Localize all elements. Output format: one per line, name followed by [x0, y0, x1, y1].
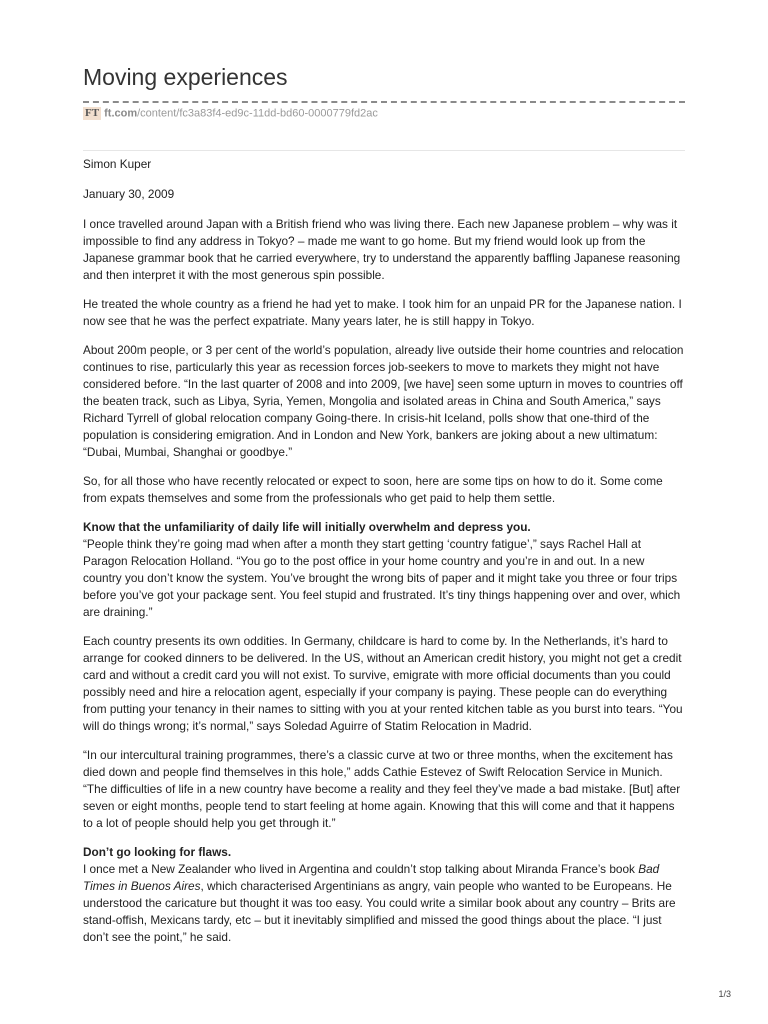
paragraph: About 200m people, or 3 per cent of the world’s population, already live outside their home countries and relocation continues to rise, particularly this year as recession forces job-seekers to move to markets they might not have considered before. “In the last quarter of 2008 and into 2009, [we have] seen some upturn in moves to countries off the beaten track, such as Libya, Syria, Yemen, Mongolia and isolated areas in China and South America,” says Richard Tyrrell of global relocation company Going-there. In crisis-hit Iceland, polls show that one-third of the population is considering emigration. And in London and New York, bankers are joking about a new ultimatum: “Dubai, Mumbai, Shanghai or goodbye.”	[83, 343, 684, 459]
paragraph: Each country presents its own oddities. In Germany, childcare is hard to come by. In the Netherlands, it’s hard to arrange for cooked dinners to be delivered. In the US, without an American credit history, you might not get a credit card and without a credit card you will not exist. To survive, emigrate with more official documents than you could possibly need and hire a relocation agent, especially if your company is paying. These people can do everything from putting your tenancy in their names to sitting with you at your rented kitchen table as you burst into tears. “You will do things wrong; it’s normal,” says Soledad Aguirre of Statim Relocation in Madrid.	[83, 634, 683, 733]
source-line	[83, 107, 378, 120]
ft-logo-icon: FT	[85, 107, 100, 119]
title-dashed-divider	[83, 101, 685, 103]
page-number: 1/3	[718, 989, 731, 999]
paragraph-text: , which characterised Argentinians as angry, vain people who wanted to be Europeans. He understood the caricature but thought it was too easy. You could write a similar book about any country – Brits are stand-offish, Mexicans tardy, etc – but it inevitably simplified and missed the good things about the place. “I just don’t see the point,” he said.	[83, 879, 676, 944]
source-path: /content/fc3a83f4-ed9c-11dd-bd60-0000779fd2ac	[137, 107, 378, 120]
section-heading: Know that the unfamiliarity of daily life will initially overwhelm and depress you.	[83, 520, 531, 534]
source-link[interactable]	[104, 107, 378, 119]
paragraph: “People think they’re going mad when after a month they start getting ‘country fatigue’,” says Rachel Hall at Paragon Relocation Holland. “You go to the post office in your home country and you’re in and out. In a new country you don’t know the system. You’ve brought the wrong bits of paper and it might take you three or four trips before you’ve got your package sent. You feel stupid and frustrated. It’s tiny things happening over and over, which are draining.”	[83, 537, 681, 619]
paragraph-text: I once met a New Zealander who lived in Argentina and couldn’t stop talking about Miranda France’s book	[83, 862, 639, 876]
article-title: Moving experiences	[83, 64, 288, 90]
section-heading: Don’t go looking for flaws.	[83, 845, 232, 859]
header-divider	[83, 150, 685, 151]
article-date: January 30, 2009	[83, 187, 175, 201]
paragraph: He treated the whole country as a friend he had yet to make. I took him for an unpaid PR for the Japanese nation. I now see that he was the perfect expatriate. Many years later, he is still happy in Tokyo.	[83, 297, 682, 328]
book-title: Bad Times in Buenos Aires	[83, 862, 660, 893]
section-1	[83, 519, 685, 621]
article-author: Simon Kuper	[83, 157, 152, 171]
paragraph: So, for all those who have recently relocated or expect to soon, here are some tips on how to do it. Some come from expats themselves and some from the professionals who get paid to help them settle.	[83, 474, 663, 505]
article-body	[83, 156, 685, 958]
paragraph: I once travelled around Japan with a British friend who was living there. Each new Japanese problem – why was it impossible to find any address in Tokyo? – made me want to go home. But my friend would look up from the Japanese grammar book that he carried everywhere, try to understand the apparently baffling Japanese reasoning and then interpret it with the most generous spin possible.	[83, 217, 681, 282]
section-2	[83, 844, 685, 946]
paragraph: “In our intercultural training programmes, there’s a classic curve at two or three months, when the excitement has died down and people find themselves in this hole,” adds Cathie Estevez of Swift Relocation Service in Munich. “The difficulties of life in a new country have become a reality and they feel they’ve made a bad mistake. [But] after seven or eight months, people tend to start feeling at home again. Knowing that this will come and that it happens to a lot of people should help you get through it.”	[83, 748, 681, 830]
source-domain: ft.com	[104, 107, 138, 120]
